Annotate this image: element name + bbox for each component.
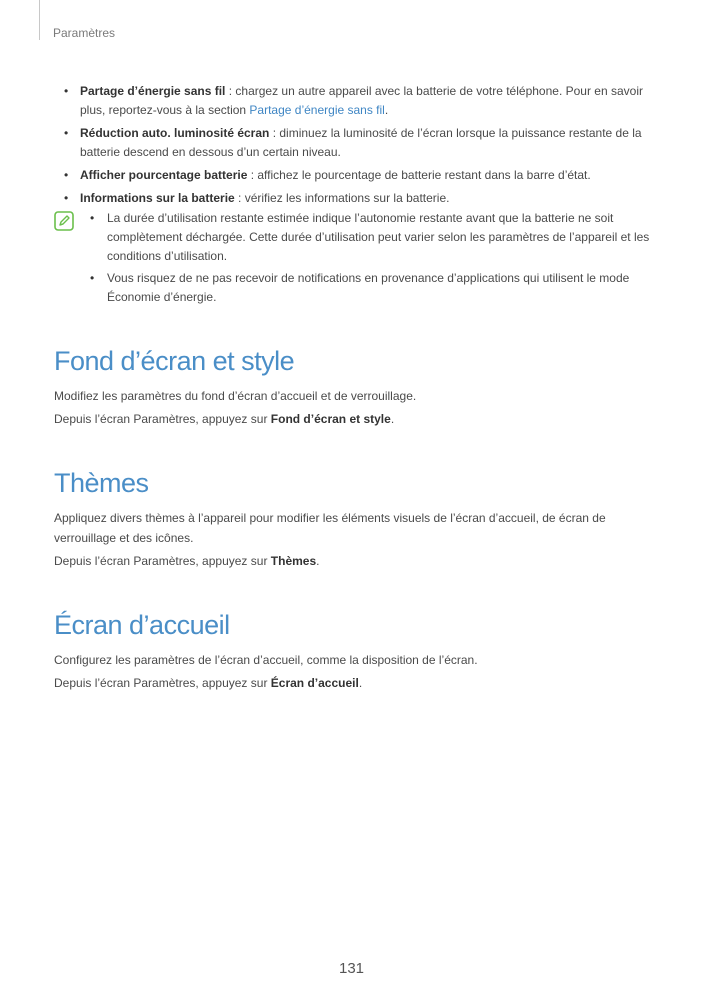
section-description: Modifiez les paramètres du fond d’écran d’accueil et de verrouillage.	[54, 389, 417, 403]
settings-bullet-list	[60, 82, 660, 212]
section-themes	[54, 468, 654, 574]
section-title: Écran d’accueil	[54, 610, 230, 640]
bullet-term: Réduction auto. luminosité écran	[80, 126, 270, 140]
path-prefix: Depuis l’écran Paramètres, appuyez sur	[54, 412, 271, 426]
bullet-text: : diminuez la luminosité de l’écran lorsque la puissance restante de la batterie descend en dessous d’un certain niveau.	[80, 126, 642, 159]
menu-target: Thèmes	[270, 554, 317, 568]
note-pencil-icon	[54, 211, 74, 231]
path-suffix: .	[316, 554, 320, 568]
note-item: • Vous risquez de ne pas recevoir de notifications en provenance d’applications qui utilisent le mode Économie d’énergie.	[87, 269, 657, 307]
page-number: 131	[338, 960, 365, 977]
list-item	[60, 166, 660, 185]
bullet-term: Partage d’énergie sans fil	[80, 84, 226, 98]
section-title: Thèmes	[54, 468, 149, 498]
section-home-screen	[54, 610, 654, 696]
bullet-text: : vérifiez les informations sur la batterie.	[234, 191, 450, 205]
section-wallpaper	[54, 346, 654, 432]
section-path	[54, 551, 654, 571]
path-prefix: Depuis l’écran Paramètres, appuyez sur	[54, 676, 271, 690]
bullet-text-end: .	[384, 103, 389, 117]
note-item: • La durée d’utilisation restante estimée indique l’autonomie restante avant que la batterie ne soit complètement déchargée. Cette durée d’utilisation peut varier selon les paramètres de l’appareil et les conditions d’utilisation.	[87, 209, 657, 266]
bullet-term: Afficher pourcentage batterie	[80, 168, 248, 182]
section-description: Appliquez divers thèmes à l’appareil pour modifier les éléments visuels de l’écran d’accueil, de écran de verrouillage et des icônes.	[54, 511, 606, 545]
list-item	[60, 189, 660, 208]
list-item	[60, 124, 660, 162]
bullet-text: : affichez le pourcentage de batterie restant dans la barre d’état.	[247, 168, 591, 182]
section-path	[54, 409, 654, 429]
header-divider	[39, 0, 40, 40]
bullet-text: : chargez un autre appareil avec la batterie de votre téléphone. Pour en savoir plus, reportez-vous à la section	[80, 84, 643, 117]
path-suffix: .	[358, 676, 363, 690]
section-description: Configurez les paramètres de l’écran d’accueil, comme la disposition de l’écran.	[54, 653, 478, 667]
note-list	[87, 209, 657, 310]
section-title: Fond d’écran et style	[54, 346, 295, 376]
bullet-term: Informations sur la batterie	[80, 191, 235, 205]
cross-reference-link[interactable]: Partage d’énergie sans fil	[249, 103, 385, 117]
path-suffix: .	[390, 412, 395, 426]
path-prefix: Depuis l’écran Paramètres, appuyez sur	[54, 554, 271, 568]
menu-target: Écran d’accueil	[270, 676, 359, 690]
section-path	[54, 673, 654, 693]
list-item	[60, 82, 660, 120]
page-header-title: Paramètres	[53, 26, 116, 40]
menu-target: Fond d’écran et style	[270, 412, 391, 426]
